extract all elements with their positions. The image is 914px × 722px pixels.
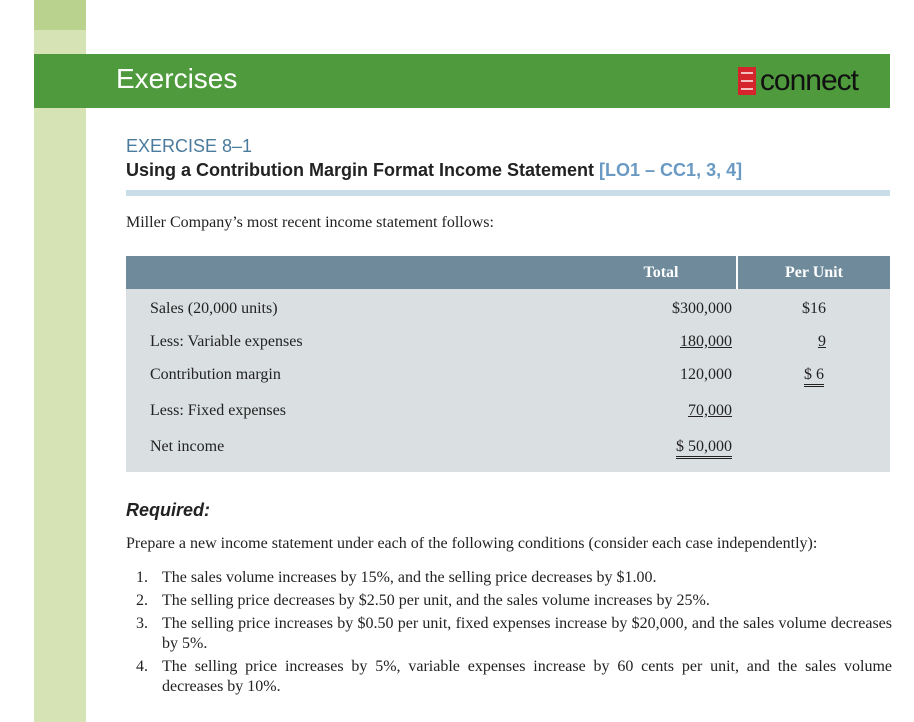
row-label-contribution: Contribution margin	[150, 366, 281, 383]
cell-total-net-income	[586, 438, 732, 456]
exercise-number: EXERCISE 8–1	[126, 136, 253, 156]
item-number: 1.	[136, 569, 148, 586]
cell-total-fixed	[586, 402, 732, 420]
left-margin-strip	[34, 0, 86, 722]
list-item	[126, 591, 892, 611]
cell-unit-contribution	[738, 366, 890, 384]
row-label-sales: Sales (20,000 units)	[150, 300, 278, 317]
list-item	[126, 657, 892, 697]
header-total: Total	[643, 264, 679, 281]
exercise-title	[126, 160, 742, 181]
cell-unit-sales	[738, 300, 890, 318]
connect-logo	[738, 64, 858, 98]
value-unit-sales: $16	[802, 300, 826, 317]
top-tab-marker	[34, 0, 86, 30]
item-number: 3.	[136, 615, 148, 632]
value-total-fixed: 70,000	[688, 402, 732, 419]
value-total-variable: 180,000	[680, 333, 732, 350]
item-number: 4.	[136, 658, 148, 675]
header-per-unit: Per Unit	[785, 264, 843, 281]
cell-total-variable	[586, 333, 732, 351]
table-header	[126, 256, 890, 289]
row-label-fixed: Less: Fixed expenses	[150, 402, 286, 419]
list-item	[126, 614, 892, 654]
required-heading: Required:	[126, 500, 211, 520]
item-number: 2.	[136, 592, 148, 609]
item-text: The selling price increases by 5%, variable expenses increase by 60 cents per unit, and the sales volume decreases by 10%.	[162, 658, 892, 695]
cell-total-contribution	[586, 366, 732, 384]
list-item	[126, 568, 892, 588]
value-total-contribution: 120,000	[680, 366, 732, 383]
income-statement-table	[126, 256, 890, 472]
section-rule	[126, 190, 890, 196]
banner-title: Exercises	[116, 63, 238, 94]
learning-objectives: [LO1 – CC1, 3, 4]	[599, 160, 743, 180]
item-text: The selling price increases by $0.50 per unit, fixed expenses increase by $20,000, and the sales volume decreases by 5%.	[162, 615, 892, 652]
value-total-net-income: $ 50,000	[676, 438, 732, 459]
cell-unit-variable	[738, 333, 890, 351]
value-unit-variable: 9	[818, 333, 826, 350]
item-text: The selling price decreases by $2.50 per unit, and the sales volume increases by 25%.	[162, 592, 710, 609]
required-instruction: Prepare a new income statement under each of the following conditions (consider each case independently):	[126, 535, 818, 552]
exercise-title-text: Using a Contribution Margin Format Income Statement	[126, 160, 595, 180]
intro-text: Miller Company’s most recent income statement follows:	[126, 214, 494, 231]
value-unit-contribution: $ 6	[804, 366, 824, 387]
logo-text: connect	[759, 64, 858, 97]
required-list	[126, 568, 892, 700]
row-label-net-income: Net income	[150, 438, 225, 455]
mcgraw-hill-logo-icon	[738, 67, 756, 95]
exercises-banner	[34, 54, 890, 108]
item-text: The sales volume increases by 15%, and the selling price decreases by $1.00.	[162, 569, 657, 586]
cell-total-sales	[586, 300, 732, 318]
value-total-sales: $300,000	[672, 300, 732, 317]
row-label-variable: Less: Variable expenses	[150, 333, 303, 350]
